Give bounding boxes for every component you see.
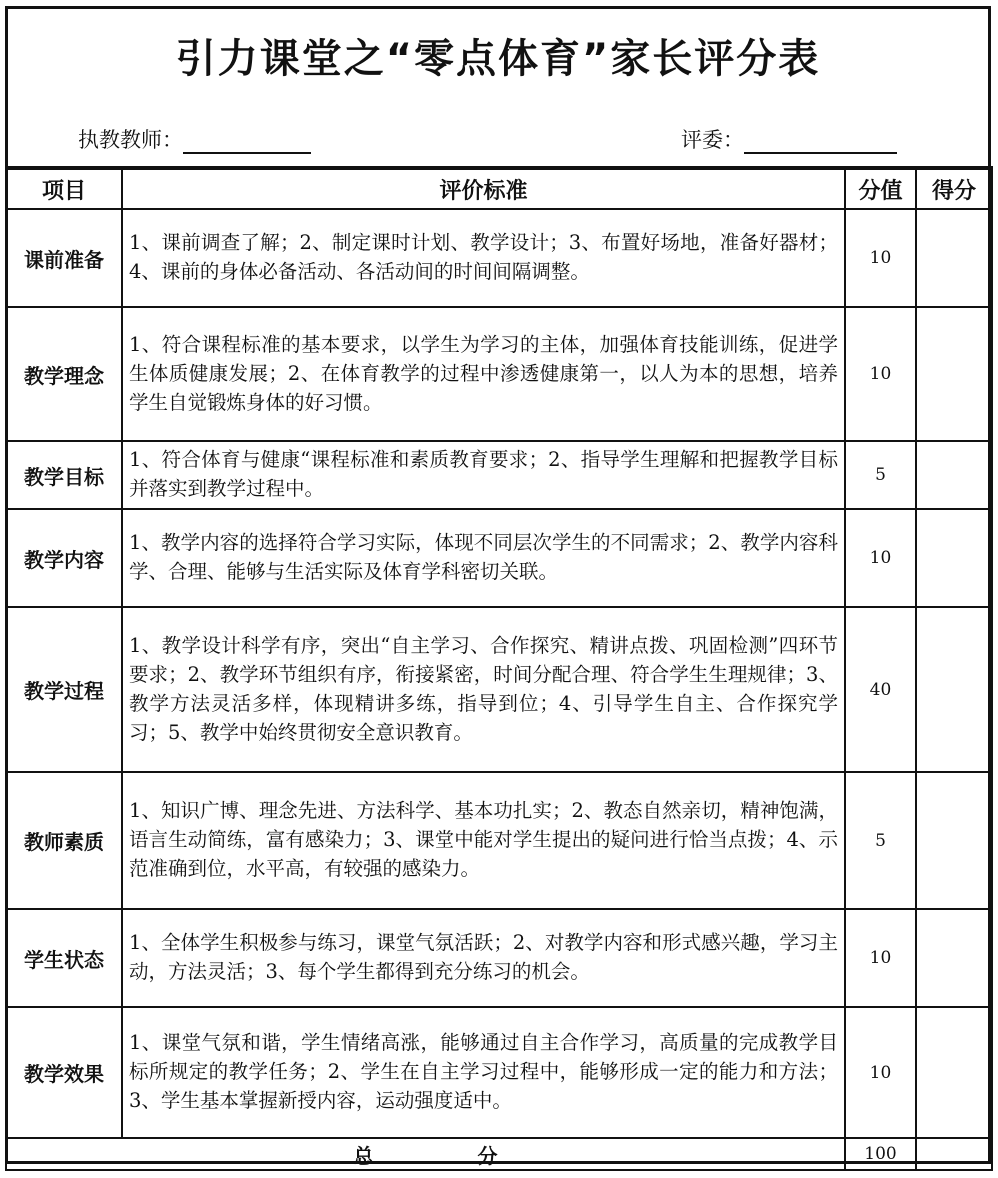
teacher-field bbox=[78, 124, 311, 154]
total-got-cell[interactable] bbox=[916, 1138, 992, 1170]
teacher-input-line[interactable] bbox=[183, 130, 311, 154]
row-got-cell[interactable] bbox=[916, 772, 992, 909]
row-criteria: 1、知识广博、理念先进、方法科学、基本功扎实；2、教态自然亲切，精神饱满，语言生动简练，富有感染力；3、课堂中能对学生提出的疑问进行恰当点拨；4、示范准确到位，水平高，有较强的感染力。 bbox=[122, 772, 845, 909]
row-criteria: 1、符合体育与健康“课程标准和素质教育要求；2、指导学生理解和把握教学目标并落实到教学过程中。 bbox=[122, 441, 845, 509]
row-item: 教学内容 bbox=[6, 509, 122, 607]
row-score: 10 bbox=[845, 509, 916, 607]
table-header-row bbox=[6, 168, 992, 209]
header-criteria: 评价标准 bbox=[122, 168, 845, 209]
header-item: 项目 bbox=[6, 168, 122, 209]
judge-field bbox=[681, 124, 897, 154]
row-got-cell[interactable] bbox=[916, 509, 992, 607]
table-row bbox=[6, 307, 992, 441]
row-got-cell[interactable] bbox=[916, 607, 992, 772]
row-score: 5 bbox=[845, 441, 916, 509]
row-item: 教学目标 bbox=[6, 441, 122, 509]
row-score: 10 bbox=[845, 909, 916, 1007]
table-row bbox=[6, 1007, 992, 1138]
total-label-right: 分 bbox=[477, 1143, 498, 1168]
row-item: 教学理念 bbox=[6, 307, 122, 441]
row-criteria: 1、教学内容的选择符合学习实际，体现不同层次学生的不同需求；2、教学内容科学、合理、能够与生活实际及体育学科密切关联。 bbox=[122, 509, 845, 607]
table-row bbox=[6, 509, 992, 607]
row-criteria: 1、课前调查了解；2、制定课时计划、教学设计；3、布置好场地，准备好器材；4、课前的身体必备活动、各活动间的时间间隔调整。 bbox=[122, 209, 845, 307]
row-got-cell[interactable] bbox=[916, 1007, 992, 1138]
total-label-left: 总 bbox=[353, 1143, 374, 1168]
row-score: 10 bbox=[845, 307, 916, 441]
row-score: 40 bbox=[845, 607, 916, 772]
evaluation-table bbox=[5, 166, 993, 1171]
score-sheet bbox=[5, 6, 991, 1168]
total-label bbox=[6, 1138, 845, 1170]
row-criteria: 1、课堂气氛和谐，学生情绪高涨，能够通过自主合作学习，高质量的完成教学目标所规定的教学任务；2、学生在自主学习过程中，能够形成一定的能力和方法；3、学生基本掌握新授内容，运动强度适中。 bbox=[122, 1007, 845, 1138]
row-criteria: 1、教学设计科学有序，突出“自主学习、合作探究、精讲点拨、巩固检测”四环节要求；2、教学环节组织有序，衔接紧密，时间分配合理、符合学生生理规律；3、教学方法灵活多样，体现精讲多练，指导到位；4、引导学生自主、合作探究学习；5、教学中始终贯彻安全意识教育。 bbox=[122, 607, 845, 772]
row-criteria: 1、符合课程标准的基本要求，以学生为学习的主体，加强体育技能训练，促进学生体质健康发展；2、在体育教学的过程中渗透健康第一，以人为本的思想，培养学生自觉锻炼身体的好习惯。 bbox=[122, 307, 845, 441]
total-score: 100 bbox=[845, 1138, 916, 1170]
table-row bbox=[6, 909, 992, 1007]
header-score: 分值 bbox=[845, 168, 916, 209]
row-got-cell[interactable] bbox=[916, 307, 992, 441]
row-score: 5 bbox=[845, 772, 916, 909]
header-got: 得分 bbox=[916, 168, 992, 209]
row-got-cell[interactable] bbox=[916, 909, 992, 1007]
row-item: 课前准备 bbox=[6, 209, 122, 307]
page-title: 引力课堂之“零点体育”家长评分表 bbox=[175, 36, 821, 82]
row-score: 10 bbox=[845, 1007, 916, 1138]
teacher-label: 执教教师： bbox=[78, 128, 183, 152]
row-item: 教学过程 bbox=[6, 607, 122, 772]
total-row bbox=[6, 1138, 992, 1170]
row-score: 10 bbox=[845, 209, 916, 307]
row-item: 教师素质 bbox=[6, 772, 122, 909]
judge-input-line[interactable] bbox=[744, 130, 897, 154]
table-row bbox=[6, 772, 992, 909]
row-item: 学生状态 bbox=[6, 909, 122, 1007]
table-row bbox=[6, 209, 992, 307]
row-got-cell[interactable] bbox=[916, 209, 992, 307]
table-row bbox=[6, 607, 992, 772]
table-row bbox=[6, 441, 992, 509]
row-item: 教学效果 bbox=[6, 1007, 122, 1138]
row-got-cell[interactable] bbox=[916, 441, 992, 509]
judge-label: 评委： bbox=[681, 128, 744, 152]
row-criteria: 1、全体学生积极参与练习，课堂气氛活跃；2、对教学内容和形式感兴趣，学习主动，方法灵活；3、每个学生都得到充分练习的机会。 bbox=[122, 909, 845, 1007]
